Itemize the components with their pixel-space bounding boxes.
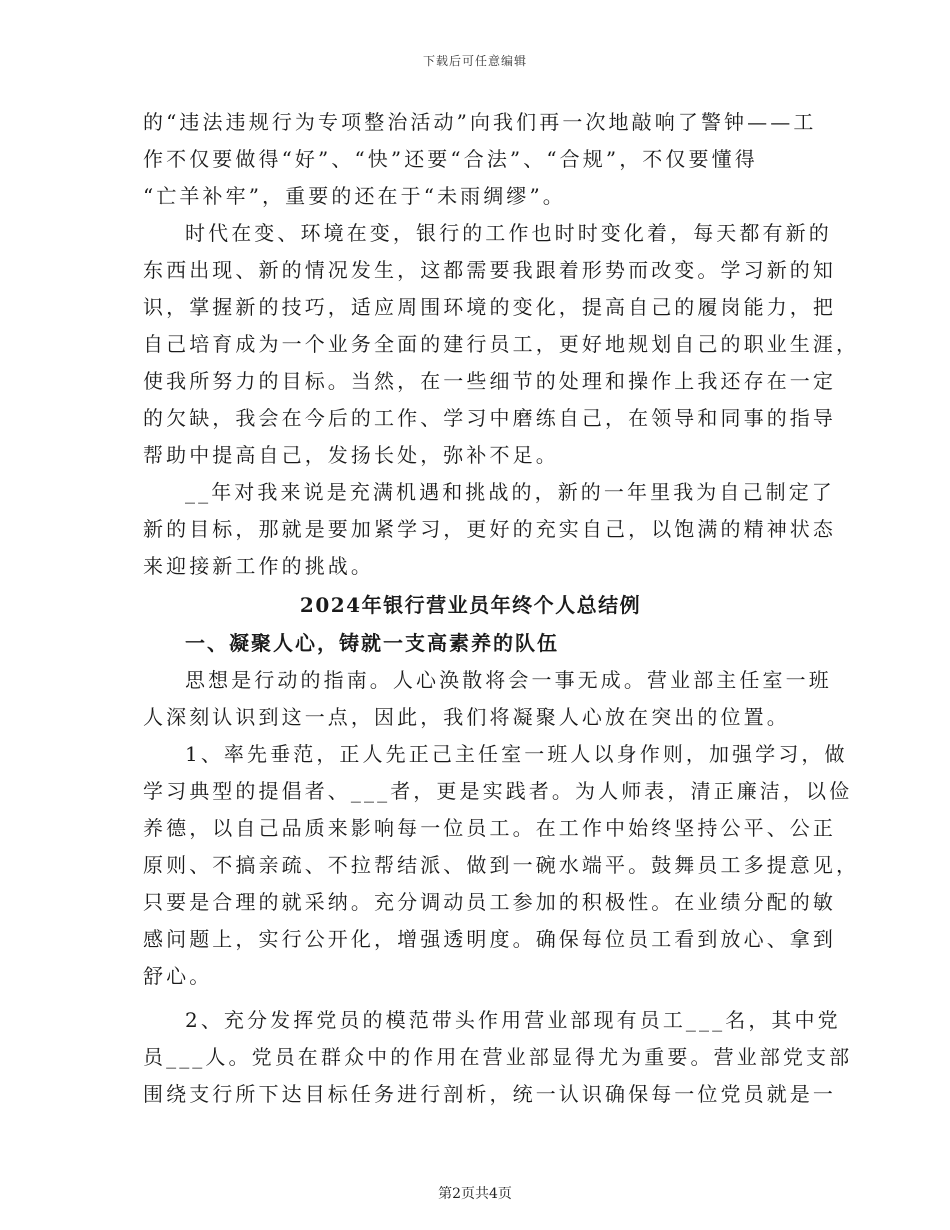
- text-line-5: 东西出现、新的情况发生，这都需要我跟着形势而改变。学习新的知: [143, 258, 836, 282]
- text-line-7: 自己培育成为一个业务全面的建行员工，更好地规划自己的职业生涯，: [143, 332, 860, 356]
- text-line-24: 舒心。: [143, 964, 213, 988]
- text-line-21: 原则、不搞亲疏、不拉帮结派、做到一碗水端平。鼓舞员工多提意见，: [143, 853, 860, 877]
- text-line-10: 帮助中提高自己，发扬长处，弥补不足。: [143, 443, 559, 467]
- section-title: 2024年银行营业员年终个人总结例: [299, 593, 642, 617]
- section-heading: 一、凝聚人心，铸就一支高素养的队伍: [185, 631, 559, 655]
- text-line-20: 养德，以自己品质来影响每一位员工。在工作中始终坚持公平、公正: [143, 816, 836, 840]
- paragraph-gap: [143, 995, 798, 1002]
- text-line-25: 2、充分发挥党员的模范带头作用营业部现有员工___名，其中党: [185, 1008, 841, 1032]
- text-line-1: 的“违法违规行为专项整治活动”向我们再一次地敲响了警钟——工: [143, 110, 817, 134]
- text-line-17: 人深刻认识到这一点，因此，我们将凝聚人心放在突出的位置。: [143, 705, 790, 729]
- text-line-11: __年对我来说是充满机遇和挑战的，新的一年里我为自己制定了: [185, 480, 835, 504]
- text-line-3: “亡羊补牢”，重要的还在于“未雨绸缪”。: [143, 184, 566, 208]
- page-footer: 第2页共4页: [438, 1186, 512, 1202]
- page-header: 下载后可任意编辑: [422, 54, 527, 68]
- text-line-2: 作不仅要做得“好”、“快”还要“合法”、“合规”，不仅要懂得: [143, 147, 758, 171]
- text-line-9: 的欠缺，我会在今后的工作、学习中磨练自己，在领导和同事的指导: [143, 406, 836, 430]
- text-line-27: 围绕支行所下达目标任务进行剖析，统一认识确保每一位党员就是一: [143, 1082, 836, 1106]
- text-line-8: 使我所努力的目标。当然，在一些细节的处理和操作上我还存在一定: [143, 369, 836, 393]
- text-line-22: 只要是合理的就采纳。充分调动员工参加的积极性。在业绩分配的敏: [143, 890, 836, 914]
- text-line-26: 员___人。党员在群众中的作用在营业部显得尤为重要。营业部党支部: [143, 1045, 853, 1069]
- text-line-13: 来迎接新工作的挑战。: [143, 554, 374, 578]
- text-line-23: 感问题上，实行公开化，增强透明度。确保每位员工看到放心、拿到: [143, 927, 836, 951]
- text-line-19: 学习典型的提倡者、___者，更是实践者。为人师表，清正廉洁，以俭: [143, 779, 853, 803]
- text-line-18: 1、率先垂范，正人先正己主任室一班人以身作则，加强学习，做: [185, 742, 848, 766]
- text-line-12: 新的目标，那就是要加紧学习，更好的充实自己，以饱满的精神状态: [143, 517, 836, 541]
- text-line-16: 思想是行动的指南。人心涣散将会一事无成。营业部主任室一班: [185, 668, 832, 692]
- text-line-6: 识，掌握新的技巧，适应周围环境的变化，提高自己的履岗能力，把: [143, 295, 836, 319]
- text-line-4: 时代在变、环境在变，银行的工作也时时变化着，每天都有新的: [185, 221, 832, 245]
- document-body: [143, 104, 860, 1113]
